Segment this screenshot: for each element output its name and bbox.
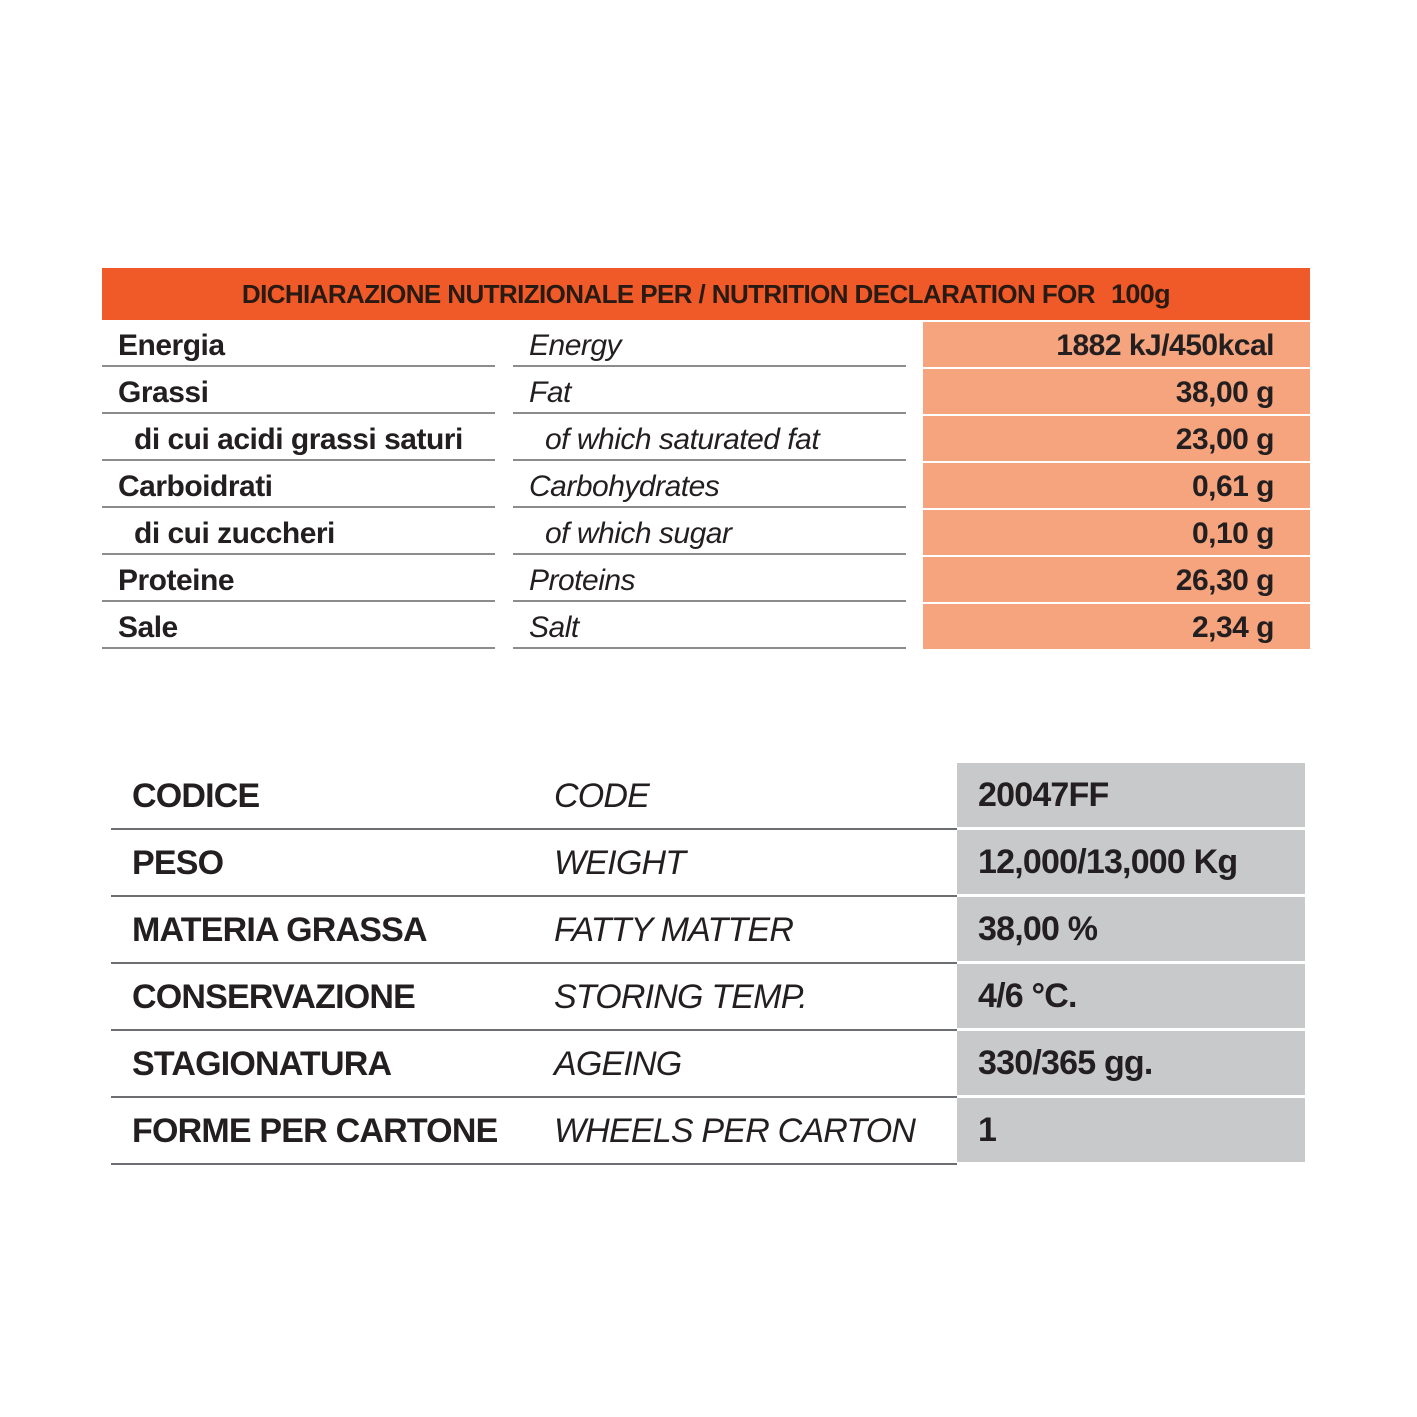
product-value: 330/365 gg. xyxy=(957,1031,1305,1095)
nutrition-value: 0,61 g xyxy=(923,463,1310,508)
product-row-wheels-per-carton xyxy=(111,1098,1305,1165)
product-label-it: CONSERVAZIONE xyxy=(132,978,416,1016)
nutrition-value: 23,00 g xyxy=(923,416,1310,461)
product-row-fatty-matter xyxy=(111,897,1305,964)
nutrition-label-en: Salt xyxy=(513,604,906,649)
nutrition-label-en: of which sugar xyxy=(513,510,906,555)
product-label-it: PESO xyxy=(132,844,224,882)
nutrition-value: 0,10 g xyxy=(923,510,1310,555)
product-label-en: AGEING xyxy=(554,1045,682,1083)
product-row-code xyxy=(111,763,1305,830)
nutrition-table xyxy=(102,268,1310,657)
nutrition-label-it: Energia xyxy=(102,322,495,367)
nutrition-header-amount: 100g xyxy=(1110,278,1171,309)
product-label-en: CODE xyxy=(554,777,650,815)
product-row-labels xyxy=(111,1031,957,1098)
product-value: 1 xyxy=(957,1098,1305,1162)
product-label-it: STAGIONATURA xyxy=(132,1045,392,1083)
nutrition-row-saturated-fat xyxy=(102,416,1310,463)
nutrition-label-it: di cui acidi grassi saturi xyxy=(102,416,495,461)
nutrition-label-en: Energy xyxy=(513,322,906,367)
nutrition-header xyxy=(102,268,1310,320)
nutrition-row-salt xyxy=(102,604,1310,651)
product-label-en: WEIGHT xyxy=(554,844,686,882)
nutrition-label-en: Carbohydrates xyxy=(513,463,906,508)
product-value: 4/6 °C. xyxy=(957,964,1305,1028)
nutrition-value: 26,30 g xyxy=(923,557,1310,602)
nutrition-value: 2,34 g xyxy=(923,604,1310,649)
nutrition-label-it: Carboidrati xyxy=(102,463,495,508)
product-value: 12,000/13,000 Kg xyxy=(957,830,1305,894)
nutrition-row-fat xyxy=(102,369,1310,416)
product-row-labels xyxy=(111,830,957,897)
nutrition-row-energy xyxy=(102,322,1310,369)
product-label-en: FATTY MATTER xyxy=(554,911,794,949)
product-row-weight xyxy=(111,830,1305,897)
nutrition-label-it: Sale xyxy=(102,604,495,649)
nutrition-row-proteins xyxy=(102,557,1310,604)
product-label-en: STORING TEMP. xyxy=(554,978,807,1016)
nutrition-label-en: Proteins xyxy=(513,557,906,602)
product-row-labels xyxy=(111,964,957,1031)
product-value: 20047FF xyxy=(957,763,1305,827)
product-row-labels xyxy=(111,763,957,830)
product-row-storing-temp xyxy=(111,964,1305,1031)
nutrition-row-carbohydrates xyxy=(102,463,1310,510)
nutrition-header-title: DICHIARAZIONE NUTRIZIONALE PER / NUTRITION DECLARATION FOR xyxy=(241,278,1095,309)
product-label-it: MATERIA GRASSA xyxy=(132,911,427,949)
product-label-en: WHEELS PER CARTON xyxy=(554,1112,916,1150)
product-info-table xyxy=(111,763,1305,1167)
nutrition-label-en: of which saturated fat xyxy=(513,416,906,461)
nutrition-label-it: di cui zuccheri xyxy=(102,510,495,555)
product-label-it: FORME PER CARTONE xyxy=(132,1112,498,1150)
nutrition-label-it: Grassi xyxy=(102,369,495,414)
product-value: 38,00 % xyxy=(957,897,1305,961)
nutrition-label-it: Proteine xyxy=(102,557,495,602)
nutrition-value: 1882 kJ/450kcal xyxy=(923,322,1310,367)
product-label-it: CODICE xyxy=(132,777,260,815)
product-row-labels xyxy=(111,1098,957,1165)
nutrition-row-sugar xyxy=(102,510,1310,557)
nutrition-label-en: Fat xyxy=(513,369,906,414)
product-row-labels xyxy=(111,897,957,964)
nutrition-value: 38,00 g xyxy=(923,369,1310,414)
product-row-ageing xyxy=(111,1031,1305,1098)
